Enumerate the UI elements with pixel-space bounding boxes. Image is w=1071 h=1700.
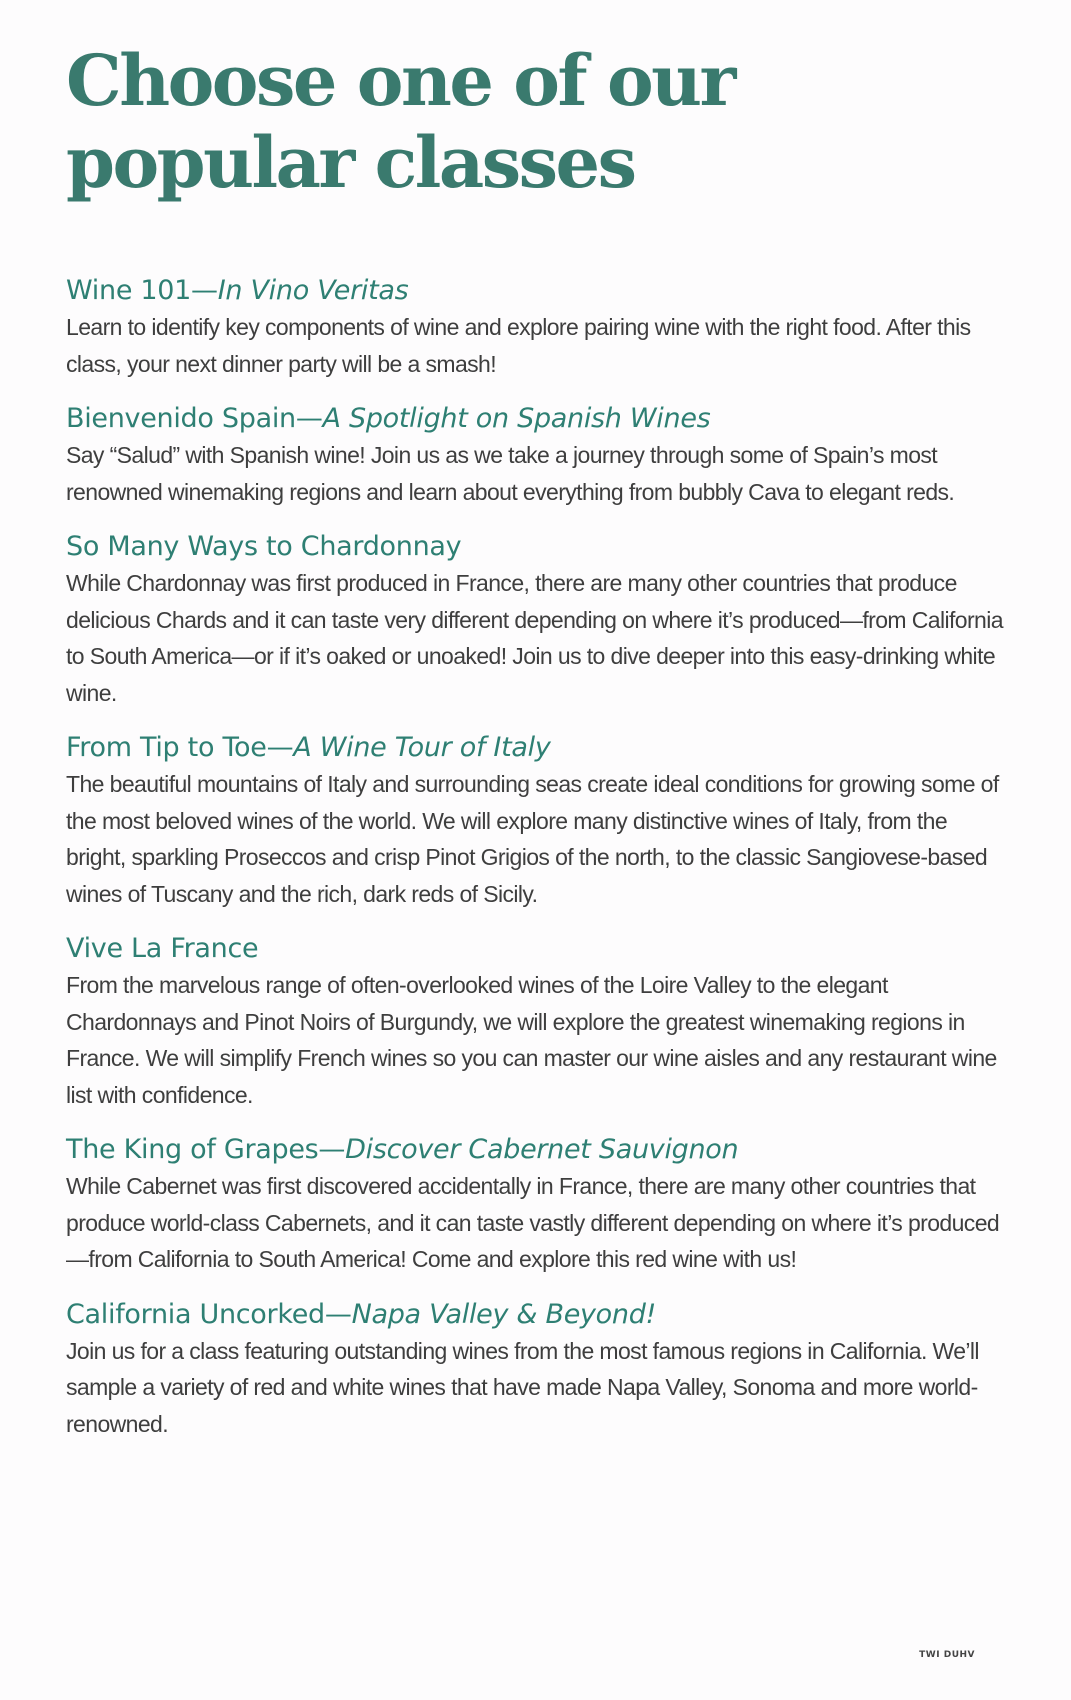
class-subtitle: A Spotlight on Spanish Wines — [322, 403, 711, 434]
class-item — [66, 1298, 1006, 1443]
class-title-main: The King of Grapes— — [66, 1134, 346, 1165]
class-title — [66, 1298, 1006, 1332]
class-listing-page — [66, 40, 1006, 1462]
class-description: Join us for a class featuring outstanding wines from the most famous regions in California. We’ll sample a variety of red and white wines that have made Napa Valley, Sonoma and more world-renowned. — [66, 1337, 979, 1437]
class-title — [66, 1133, 1006, 1167]
class-item — [66, 402, 1006, 510]
class-title — [66, 402, 1006, 436]
class-list — [66, 274, 1006, 1442]
class-subtitle: Discover Cabernet Sauvignon — [345, 1134, 739, 1165]
class-title-main: Wine 101— — [66, 275, 218, 306]
footer-mark: TWI DUHV — [919, 1650, 975, 1660]
page-title-line-1: Choose one of our — [66, 39, 734, 122]
class-subtitle: In Vino Veritas — [217, 275, 409, 306]
class-description: The beautiful mountains of Italy and surrounding seas create ideal conditions for growing some of the most beloved wines of the world. We will explore many distinctive wines of Italy, from the bright, sparkling Proseccos and crisp Pinot Grigios of the north, to the classic Sangiovese-based wines of Tuscany and the rich, dark reds of Sicily. — [66, 771, 999, 907]
class-title — [66, 731, 1006, 765]
class-description: Say “Salud” with Spanish wine! Join us as we take a journey through some of Spain’s most renowned winemaking regions and learn about everything from bubbly Cava to elegant reds. — [66, 442, 955, 505]
class-description: While Chardonnay was first produced in France, there are many other countries that produce delicious Chards and it can taste very different depending on where it’s produced—from California to South America—or if it’s oaked or unoaked! Join us to dive deeper into this easy-drinking white wine. — [66, 570, 1003, 706]
class-description: While Cabernet was first discovered accidentally in France, there are many other countries that produce world-class Cabernets, and it can taste vastly different depending on where it’s produced—from California to South America! Come and explore this red wine with us! — [66, 1173, 1000, 1272]
class-subtitle: Napa Valley & Beyond! — [351, 1298, 657, 1330]
class-title — [66, 274, 1006, 308]
page-title-line-2: popular classes — [66, 121, 635, 204]
class-title-main: Bienvenido Spain— — [66, 403, 323, 434]
class-title-main: From Tip to Toe— — [66, 732, 294, 763]
class-description: Learn to identify key components of wine and explore pairing wine with the right food. After this class, your next dinner party will be a smash! — [66, 314, 971, 377]
class-subtitle: A Wine Tour of Italy — [293, 732, 551, 763]
class-item — [66, 932, 1006, 1113]
class-item — [66, 731, 1006, 912]
class-title — [66, 530, 1006, 564]
class-item — [66, 530, 1006, 711]
class-item — [66, 274, 1006, 382]
class-item — [66, 1133, 1006, 1278]
page-title — [66, 40, 1006, 204]
class-title-main: Vive La France — [66, 933, 259, 964]
class-title-main: California Uncorked— — [66, 1298, 352, 1330]
class-title-main: So Many Ways to Chardonnay — [66, 531, 462, 562]
class-title — [66, 932, 1006, 966]
class-description: From the marvelous range of often-overlooked wines of the Loire Valley to the elegant Chardonnays and Pinot Noirs of Burgundy, we will explore the greatest winemaking regions in France. We will simplify French wines so you can master our wine aisles and any restaurant wine list with confidence. — [66, 972, 997, 1108]
